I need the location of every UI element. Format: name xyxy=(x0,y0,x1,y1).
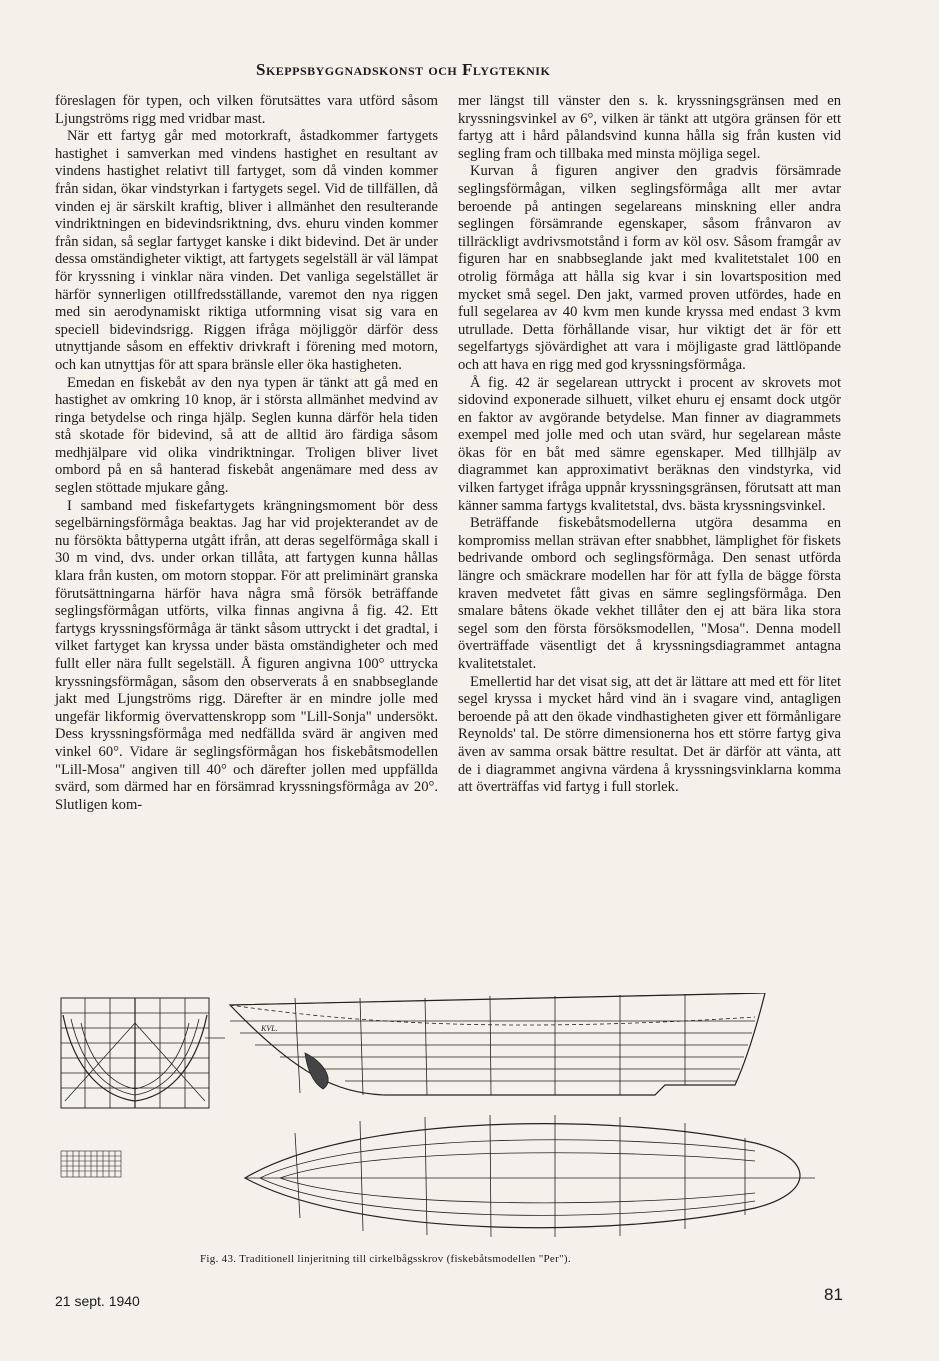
offsets-table xyxy=(61,1151,121,1177)
paragraph: föreslagen för typen, och vilken förutsättes vara utförd såsom Ljungströms rigg med vridbar mast. xyxy=(55,93,438,127)
waterline-label: KVL. xyxy=(261,1024,278,1033)
article-column-right xyxy=(458,93,841,797)
paragraph: Beträffande fiskebåtsmodellerna utgöra desamma en kompromiss mellan strävan efter snabbhet, lämplighet för fiskets bedrivande ombord och seglingsförmåga. Den senast utförda längre och smäckrare modellen har för att fylla de bägge första kraven medvetet fått givas en sämre seglingsförmåga. Den smalare båtens ökade vekhet tillåter den ej att bära lika stora segel som den första försöksmodellen, "Mosa". Denna modell överträffade väsentligt det å kryssningsdiagrammet antagna kvalitetstalet. xyxy=(458,515,841,672)
footer-date: 21 sept. 1940 xyxy=(55,1293,140,1309)
figure-caption: Fig. 43. Traditionell linjeritning till cirkelbågsskrov (fiskebåtsmodellen "Per"). xyxy=(200,1253,571,1265)
paragraph: Kurvan å figuren angiver den gradvis försämrade seglingsförmågan, vilken seglingsförmåga allt mer avtar beroende på antingen segelareans minskning eller andra seglingen försämrande egenskaper, såsom frånvaron av tillräckligt avdrivsmotstånd i form av köl osv. Såsom framgår av figuren har en snabbseglande jakt med kvalitetstalet 100 en otrolig förmåga att hålla sig kvar i sin lovartsposition med mycket små segel. Den jakt, varmed proven utfördes, hade en full segelarea av 40 kvm men kunde kryssa med endast 3 kvm utrullade. Detta förhållande visar, hur viktigt det är för ett segelfartygs sjövärdighet att vara i möjligaste grad lättlöpande och att hava en rigg med god kryssningsförmåga. xyxy=(458,163,841,373)
paragraph: När ett fartyg går med motorkraft, åstadkommer fartygets hastighet i samverkan med vindens hastighet en resultant av vindens hastighet relativt till fartyget, som då vinden kommer från sidan, ökar vindstyrkan i fartygets segel. Vid de tillfällen, då vinden ej är särskilt kraftig, bliver i allmänhet den resulterande vindriktningen en bidevindsriktning, dvs. ehuru vinden kommer från sidan, så seglar fartyget kanske i dikt bidevind. Det är under dessa omständigheter viktigt, att fartygets segelställ är väl lämpat för kryssning i vinklar nära vinden. Det vanliga segelstället är härför synnerligen otillfredsställande, varemot den nya riggen med sin aerodynamiskt riktiga utformning visat sig vara en speciell bidevindsrigg. Riggen ifråga möjliggör därför dess utnyttjande såsom en effektiv drivkraft i förening med motorn, och kan utnyttjas för att spara bränsle eller öka hastigheten. xyxy=(55,128,438,373)
article-column-left xyxy=(55,93,438,814)
hull-lines-drawing xyxy=(55,993,885,1248)
paragraph: Emedan en fiskebåt av den nya typen är tänkt att gå med en hastighet av omkring 10 knop, är i största allmänhet medvind av ringa betydelse och ringa hjälp. Seglen kunna därför hela tiden stå skotade för bidevind, så att de alltid äro färdiga såsom medhjälpare vid olika vindriktningar. Troligen bliver livet ombord på en så hanterad fiskebåt angenämare med dess av seglen stöttade mjukare gång. xyxy=(55,374,438,497)
page-number: 81 xyxy=(824,1285,843,1304)
paragraph: mer längst till vänster den s. k. kryssningsgränsen med en kryssningsvinkel av 6°, vilken är tänkt att utgöra gränsen för ett fartyg att i hård pålandsvind kunna hålla sig från kusten vid segling fram och tillbaka med minsta möjliga segel. xyxy=(458,93,841,162)
running-head-title: Skeppsbyggnadskonst och Flygteknik xyxy=(256,60,551,79)
sheer-plan-drawing xyxy=(205,993,765,1095)
paragraph: I samband med fiskefartygets krängningsmoment bör dess segelbärningsförmåga beaktas. Jag har vid projekterandet av de nu försökta båttyperna utgått ifrån, att deras segelförmåga skall i 30 m vind, dvs. under orkan tillåta, att fartygen kunna hållas klara från kusten, om motorn stoppar. För att preliminärt granska förutsättningarna härför hava några små försök beträffande seglingsförmågan utförts, vilka finnas angivna å fig. 42. Ett fartygs kryssningsförmåga är tänkt såsom uttryckt i det gradtal, i vilket fartyget kan kryssa under bästa omständigheter och med fullt eller nära fullt segelställ. Å figuren angivna 100° uttrycka kryssningsförmågan, såsom den observerats å en snabbseglande jakt med Ljungströms rigg. Därefter är en mindre jolle med ungefär likformig övervattenskropp som "Lill-Sonja" undersökt. Dess kryssningsförmåga med nedfällda svärd är angiven med vinkel 60°. Vidare är seglingsförmågan hos fiskebåtsmodellen "Lill-Mosa" angiven till 40° och därefter jollen med uppfällda svärd, som därmed har en försämrad kryssningsförmåga av 20°. Slutligen kom- xyxy=(55,497,438,813)
body-plan-drawing xyxy=(61,998,209,1108)
paragraph: Emellertid har det visat sig, att det är lättare att med ett för litet segel kryssa i mycket hård vind än i svagare vind, antagligen beroende på att den ökade vindhastigheten giver ett förmånligare Reynolds' tal. De större dimensionerna hos ett större fartyg giva även av samma orsak bättre resultat. Det är därför att vänta, att de i diagrammet angivna värdena å kryssningsvinklarna komma att överträffas vid fartyg i full storlek. xyxy=(458,673,841,796)
paragraph: Å fig. 42 är segelarean uttryckt i procent av skrovets mot sidovind exponerade silhuett, vilket ehuru ej ensamt dock utgör en faktor av avgörande betydelse. Man finner av diagrammets exempel med jolle med och utan svärd, hur segelarean måste ökas för en båt med sämre egenskaper. Med tillhjälp av diagrammet kan approximativt beräknas den vindstyrka, vid vilken fartyget ifråga uppnår kryssningsgränsen, förutsatt att man känner samma fartygs kvalitetstal, dvs. bästa kryssningsvinkel. xyxy=(458,374,841,514)
half-breadth-plan-drawing xyxy=(245,1115,815,1237)
